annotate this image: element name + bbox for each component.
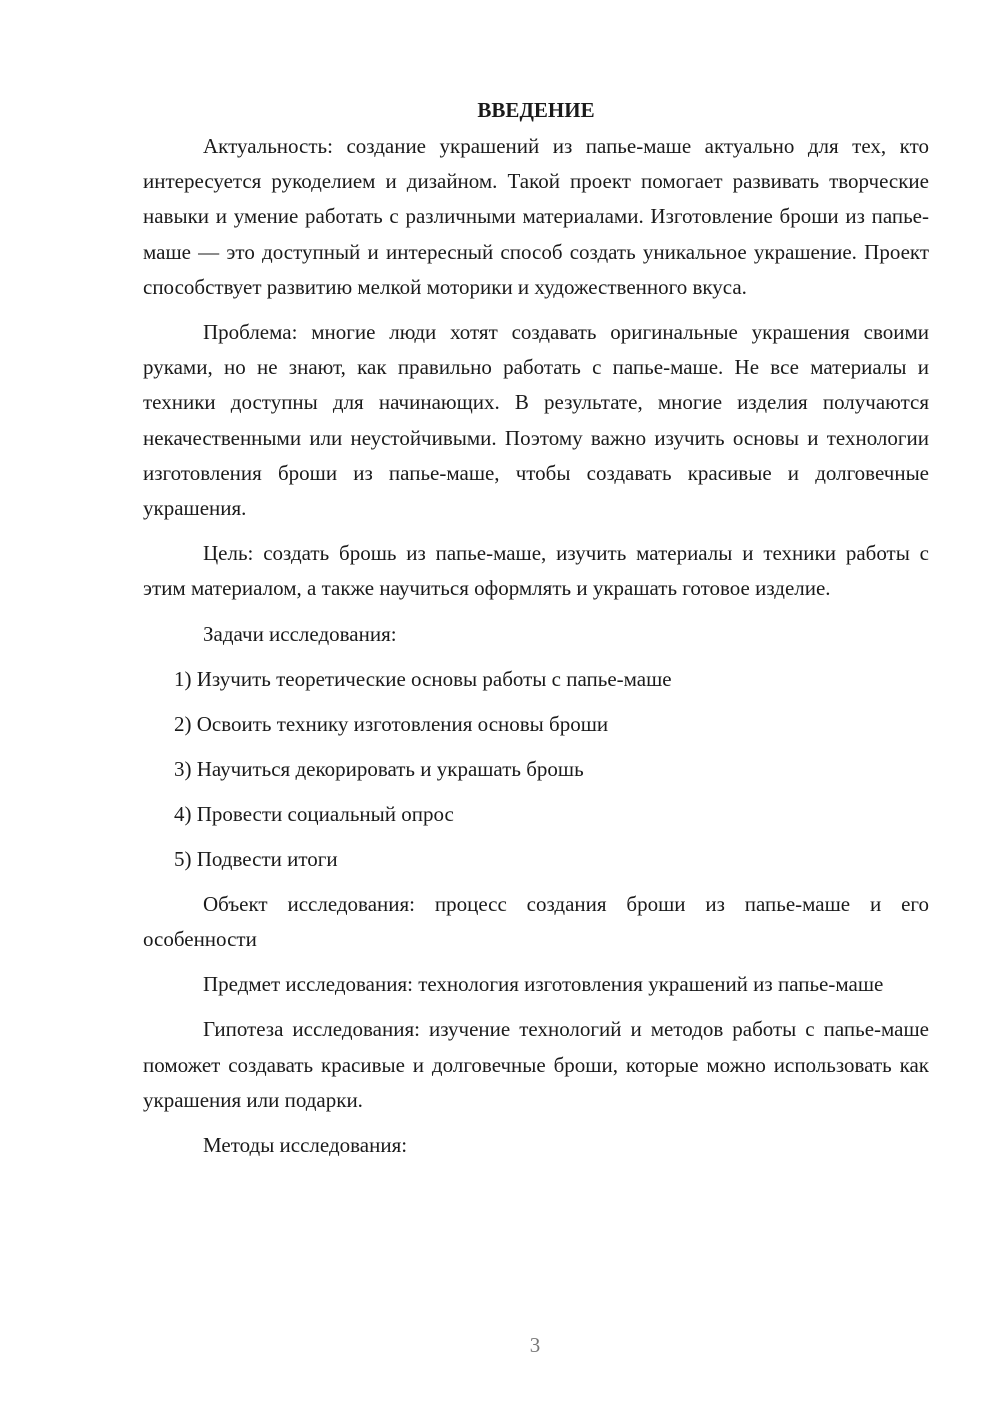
paragraph-problem: Проблема: многие люди хотят создавать оригинальные украшения своими руками, но не знают, как правильно работать с папье-маше. Не все материалы и техники доступны для начинающих. В результате, многие изделия получаются некачественными или неустойчивыми. Поэтому важно изучить основы и технологии изготовления броши из папье-маше, чтобы создавать красивые и долговечные украшения.	[143, 320, 929, 521]
tasks-list	[143, 662, 929, 877]
page-title: ВВЕДЕНИЕ	[477, 98, 595, 122]
paragraph-subject: Предмет исследования: технология изготовления украшений из папье-маше	[203, 972, 884, 997]
list-item: 5) Подвести итоги	[174, 846, 338, 871]
tasks-heading: Задачи исследования:	[203, 621, 397, 646]
methods-heading: Методы исследования:	[203, 1133, 408, 1158]
paragraph-relevance: Актуальность: создание украшений из папье-маше актуально для тех, кто интересуется рукоделием и дизайном. Такой проект помогает развивать творческие навыки и умение работать с различными материалами. Изготовление броши из папье-маше — это доступный и интересный способ создать уникальное украшение. Проект способствует развитию мелкой моторики и художественного вкуса.	[143, 134, 929, 299]
page-number: 3	[529, 1333, 541, 1357]
paragraph-object: Объект исследования: процесс создания броши из папье-маше и его особенности	[143, 891, 929, 952]
list-item: 2) Освоить технику изготовления основы броши	[174, 711, 609, 736]
paragraph-goal: Цель: создать брошь из папье-маше, изучить материалы и техники работы с этим материалом, а также научиться оформлять и украшать готовое изделие.	[143, 541, 929, 601]
document-page	[143, 93, 929, 1173]
list-item: 4) Провести социальный опрос	[174, 801, 454, 826]
paragraph-hypothesis: Гипотеза исследования: изучение технологий и методов работы с папье-маше поможет создавать красивые и долговечные броши, которые можно использовать как украшения или подарки.	[143, 1017, 929, 1112]
list-item: 3) Научиться декорировать и украшать брошь	[174, 756, 584, 781]
list-item: 1) Изучить теоретические основы работы с папье-маше	[174, 666, 672, 691]
